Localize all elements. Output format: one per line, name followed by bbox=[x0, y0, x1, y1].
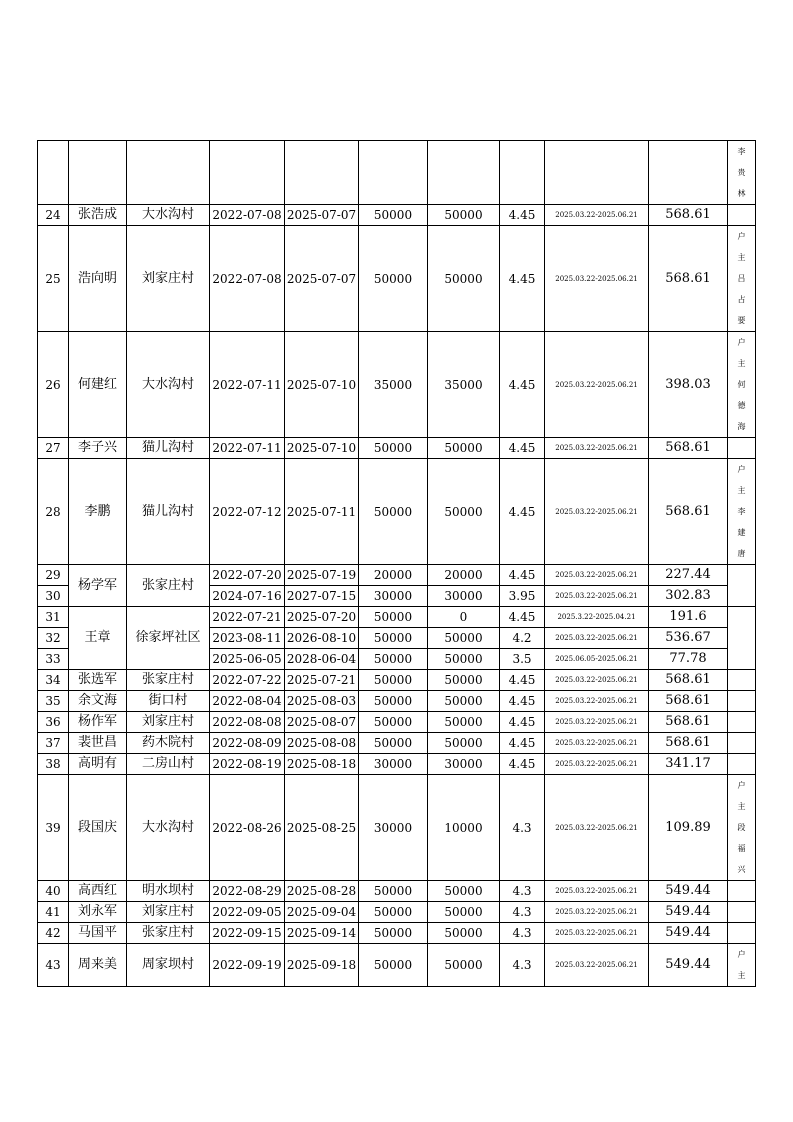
interest-rate: 4.45 bbox=[500, 691, 545, 712]
note-char: 李 bbox=[737, 147, 746, 156]
start-date: 2022-09-05 bbox=[210, 902, 285, 923]
end-date: 2025-08-03 bbox=[285, 691, 359, 712]
table-row bbox=[38, 607, 756, 628]
interest-period: 2025.3.22-2025.04.21 bbox=[545, 607, 649, 628]
interest-amount: 568.61 bbox=[649, 205, 728, 226]
table-row bbox=[38, 670, 756, 691]
loan-interest-table bbox=[37, 140, 756, 987]
start-date: 2022-08-09 bbox=[210, 733, 285, 754]
interest-amount: 341.17 bbox=[649, 754, 728, 775]
village: 二房山村 bbox=[127, 754, 210, 775]
start-date: 2022-07-12 bbox=[210, 459, 285, 565]
loan-amount: 30000 bbox=[359, 775, 428, 881]
start-date: 2022-07-11 bbox=[210, 438, 285, 459]
table-row bbox=[38, 775, 756, 881]
end-date: 2025-08-25 bbox=[285, 775, 359, 881]
table-row bbox=[38, 902, 756, 923]
borrower-name: 高西红 bbox=[69, 881, 127, 902]
start-date: 2022-07-22 bbox=[210, 670, 285, 691]
note-char: 福 bbox=[737, 844, 746, 853]
table-row bbox=[38, 733, 756, 754]
table-row-continuation bbox=[38, 141, 756, 205]
note-char: 兴 bbox=[737, 865, 746, 874]
start-date: 2022-09-15 bbox=[210, 923, 285, 944]
start-date: 2023-08-11 bbox=[210, 628, 285, 649]
end-date: 2025-07-19 bbox=[285, 565, 359, 586]
borrower-name: 张浩成 bbox=[69, 205, 127, 226]
interest-amount: 568.61 bbox=[649, 438, 728, 459]
interest-rate: 4.3 bbox=[500, 923, 545, 944]
start-date: 2025-06-05 bbox=[210, 649, 285, 670]
note-cell bbox=[728, 438, 756, 459]
interest-period: 2025.03.22-2025.06.21 bbox=[545, 670, 649, 691]
start-date: 2022-08-08 bbox=[210, 712, 285, 733]
loan-amount: 30000 bbox=[359, 754, 428, 775]
loan-balance: 50000 bbox=[428, 902, 500, 923]
end-date: 2025-07-21 bbox=[285, 670, 359, 691]
interest-rate: 4.45 bbox=[500, 733, 545, 754]
start-date: 2022-08-19 bbox=[210, 754, 285, 775]
interest-rate: 4.45 bbox=[500, 754, 545, 775]
borrower-name: 何建红 bbox=[69, 332, 127, 438]
borrower-name: 浩向明 bbox=[69, 226, 127, 332]
note-char: 要 bbox=[737, 316, 746, 325]
end-date: 2025-09-04 bbox=[285, 902, 359, 923]
village: 徐家坪社区 bbox=[127, 607, 210, 670]
row-number: 26 bbox=[38, 332, 69, 438]
village: 刘家庄村 bbox=[127, 226, 210, 332]
borrower-name: 李鹏 bbox=[69, 459, 127, 565]
table-row bbox=[38, 923, 756, 944]
start-date: 2022-07-08 bbox=[210, 205, 285, 226]
interest-rate: 4.45 bbox=[500, 712, 545, 733]
end-date: 2026-08-10 bbox=[285, 628, 359, 649]
interest-period: 2025.03.22-2025.06.21 bbox=[545, 586, 649, 607]
loan-balance: 50000 bbox=[428, 691, 500, 712]
loan-balance: 50000 bbox=[428, 628, 500, 649]
interest-period: 2025.03.22-2025.06.21 bbox=[545, 628, 649, 649]
interest-period: 2025.03.22-2025.06.21 bbox=[545, 565, 649, 586]
village: 刘家庄村 bbox=[127, 712, 210, 733]
note-cell bbox=[728, 205, 756, 226]
note-cell bbox=[728, 141, 756, 205]
table-row bbox=[38, 712, 756, 733]
row-number: 25 bbox=[38, 226, 69, 332]
row-number: 30 bbox=[38, 586, 69, 607]
table-row bbox=[38, 205, 756, 226]
interest-rate: 4.3 bbox=[500, 944, 545, 987]
interest-period: 2025.03.22-2025.06.21 bbox=[545, 226, 649, 332]
note-char: 户 bbox=[737, 465, 746, 474]
loan-amount: 50000 bbox=[359, 881, 428, 902]
note-char: 建 bbox=[737, 528, 746, 537]
interest-period: 2025.03.22-2025.06.21 bbox=[545, 754, 649, 775]
interest-amount: 568.61 bbox=[649, 226, 728, 332]
table-row bbox=[38, 332, 756, 438]
note-cell bbox=[728, 565, 756, 607]
note-char: 主 bbox=[737, 253, 746, 262]
note-cell bbox=[728, 881, 756, 902]
row-number: 34 bbox=[38, 670, 69, 691]
note-char: 户 bbox=[737, 781, 746, 790]
note-cell bbox=[728, 607, 756, 670]
interest-amount: 549.44 bbox=[649, 923, 728, 944]
loan-balance: 20000 bbox=[428, 565, 500, 586]
interest-rate: 3.5 bbox=[500, 649, 545, 670]
village: 刘家庄村 bbox=[127, 902, 210, 923]
note-cell bbox=[728, 670, 756, 691]
note-char: 李 bbox=[737, 507, 746, 516]
note-cell bbox=[728, 923, 756, 944]
interest-period: 2025.03.22-2025.06.21 bbox=[545, 459, 649, 565]
loan-balance: 30000 bbox=[428, 754, 500, 775]
note-cell bbox=[728, 754, 756, 775]
row-number: 29 bbox=[38, 565, 69, 586]
loan-amount: 35000 bbox=[359, 332, 428, 438]
note-char: 段 bbox=[737, 823, 746, 832]
end-date: 2025-07-07 bbox=[285, 205, 359, 226]
note-char: 主 bbox=[737, 802, 746, 811]
end-date: 2025-07-10 bbox=[285, 438, 359, 459]
loan-amount: 50000 bbox=[359, 628, 428, 649]
start-date: 2022-07-11 bbox=[210, 332, 285, 438]
note-char: 户 bbox=[737, 338, 746, 347]
note-char: 主 bbox=[737, 971, 746, 980]
interest-rate: 4.45 bbox=[500, 332, 545, 438]
row-number: 28 bbox=[38, 459, 69, 565]
interest-rate: 3.95 bbox=[500, 586, 545, 607]
interest-period: 2025.03.22-2025.06.21 bbox=[545, 902, 649, 923]
interest-period: 2025.03.22-2025.06.21 bbox=[545, 712, 649, 733]
row-number: 39 bbox=[38, 775, 69, 881]
loan-amount: 50000 bbox=[359, 459, 428, 565]
end-date: 2025-07-11 bbox=[285, 459, 359, 565]
row-number: 38 bbox=[38, 754, 69, 775]
loan-amount: 50000 bbox=[359, 649, 428, 670]
start-date: 2022-08-26 bbox=[210, 775, 285, 881]
end-date: 2025-08-18 bbox=[285, 754, 359, 775]
start-date: 2022-07-21 bbox=[210, 607, 285, 628]
start-date: 2022-09-19 bbox=[210, 944, 285, 987]
village: 猫儿沟村 bbox=[127, 459, 210, 565]
note-char: 户 bbox=[737, 950, 746, 959]
village: 周家坝村 bbox=[127, 944, 210, 987]
interest-rate: 4.45 bbox=[500, 438, 545, 459]
end-date: 2025-08-28 bbox=[285, 881, 359, 902]
loan-balance: 30000 bbox=[428, 586, 500, 607]
note-char: 吕 bbox=[737, 274, 746, 283]
interest-rate: 4.45 bbox=[500, 670, 545, 691]
interest-period: 2025.03.22-2025.06.21 bbox=[545, 733, 649, 754]
end-date: 2028-06-04 bbox=[285, 649, 359, 670]
interest-period: 2025.03.22-2025.06.21 bbox=[545, 881, 649, 902]
note-cell bbox=[728, 226, 756, 332]
interest-amount: 568.61 bbox=[649, 733, 728, 754]
borrower-name: 段国庆 bbox=[69, 775, 127, 881]
note-char: 占 bbox=[737, 295, 746, 304]
row-number: 40 bbox=[38, 881, 69, 902]
note-char: 主 bbox=[737, 359, 746, 368]
loan-amount: 50000 bbox=[359, 205, 428, 226]
interest-amount: 568.61 bbox=[649, 691, 728, 712]
note-cell bbox=[728, 332, 756, 438]
loan-balance: 50000 bbox=[428, 438, 500, 459]
borrower-name: 杨学军 bbox=[69, 565, 127, 607]
interest-period: 2025.03.22-2025.06.21 bbox=[545, 691, 649, 712]
interest-amount: 549.44 bbox=[649, 881, 728, 902]
borrower-name: 刘永军 bbox=[69, 902, 127, 923]
village: 猫儿沟村 bbox=[127, 438, 210, 459]
loan-amount: 20000 bbox=[359, 565, 428, 586]
village: 大水沟村 bbox=[127, 775, 210, 881]
loan-amount: 50000 bbox=[359, 733, 428, 754]
loan-balance: 50000 bbox=[428, 712, 500, 733]
loan-amount: 50000 bbox=[359, 902, 428, 923]
start-date: 2022-08-29 bbox=[210, 881, 285, 902]
loan-balance: 50000 bbox=[428, 670, 500, 691]
interest-amount: 227.44 bbox=[649, 565, 728, 586]
interest-period: 2025.03.22-2025.06.21 bbox=[545, 923, 649, 944]
loan-balance: 50000 bbox=[428, 459, 500, 565]
start-date: 2022-07-20 bbox=[210, 565, 285, 586]
start-date: 2024-07-16 bbox=[210, 586, 285, 607]
borrower-name: 王章 bbox=[69, 607, 127, 670]
interest-rate: 4.45 bbox=[500, 565, 545, 586]
borrower-name: 裴世昌 bbox=[69, 733, 127, 754]
interest-amount: 536.67 bbox=[649, 628, 728, 649]
loan-amount: 50000 bbox=[359, 438, 428, 459]
village: 张家庄村 bbox=[127, 670, 210, 691]
row-number: 27 bbox=[38, 438, 69, 459]
interest-amount: 398.03 bbox=[649, 332, 728, 438]
start-date: 2022-07-08 bbox=[210, 226, 285, 332]
end-date: 2025-08-08 bbox=[285, 733, 359, 754]
loan-balance: 50000 bbox=[428, 881, 500, 902]
note-cell bbox=[728, 902, 756, 923]
interest-amount: 568.61 bbox=[649, 459, 728, 565]
borrower-name: 马国平 bbox=[69, 923, 127, 944]
borrower-name: 杨作军 bbox=[69, 712, 127, 733]
loan-amount: 30000 bbox=[359, 586, 428, 607]
row-number: 43 bbox=[38, 944, 69, 987]
loan-balance: 50000 bbox=[428, 733, 500, 754]
interest-rate: 4.3 bbox=[500, 902, 545, 923]
interest-amount: 568.61 bbox=[649, 712, 728, 733]
loan-balance: 50000 bbox=[428, 944, 500, 987]
interest-amount: 302.83 bbox=[649, 586, 728, 607]
interest-period: 2025.06.05-2025.06.21 bbox=[545, 649, 649, 670]
interest-amount: 109.89 bbox=[649, 775, 728, 881]
table-row bbox=[38, 438, 756, 459]
borrower-name: 高明有 bbox=[69, 754, 127, 775]
row-number: 24 bbox=[38, 205, 69, 226]
note-cell bbox=[728, 712, 756, 733]
borrower-name: 周来美 bbox=[69, 944, 127, 987]
end-date: 2025-09-18 bbox=[285, 944, 359, 987]
village: 张家庄村 bbox=[127, 565, 210, 607]
note-cell bbox=[728, 691, 756, 712]
row-number: 37 bbox=[38, 733, 69, 754]
interest-period: 2025.03.22-2025.06.21 bbox=[545, 438, 649, 459]
loan-balance: 0 bbox=[428, 607, 500, 628]
interest-rate: 4.3 bbox=[500, 881, 545, 902]
loan-amount: 50000 bbox=[359, 691, 428, 712]
table-row bbox=[38, 944, 756, 987]
interest-amount: 549.44 bbox=[649, 944, 728, 987]
row-number: 31 bbox=[38, 607, 69, 628]
loan-balance: 35000 bbox=[428, 332, 500, 438]
note-char: 海 bbox=[737, 422, 746, 431]
loan-balance: 50000 bbox=[428, 205, 500, 226]
borrower-name: 李子兴 bbox=[69, 438, 127, 459]
note-cell bbox=[728, 459, 756, 565]
note-char: 林 bbox=[737, 189, 746, 198]
interest-period: 2025.03.22-2025.06.21 bbox=[545, 205, 649, 226]
village: 大水沟村 bbox=[127, 332, 210, 438]
interest-rate: 4.45 bbox=[500, 205, 545, 226]
end-date: 2025-09-14 bbox=[285, 923, 359, 944]
borrower-name: 张选军 bbox=[69, 670, 127, 691]
end-date: 2025-07-07 bbox=[285, 226, 359, 332]
end-date: 2025-07-10 bbox=[285, 332, 359, 438]
loan-balance: 50000 bbox=[428, 923, 500, 944]
interest-period: 2025.03.22-2025.06.21 bbox=[545, 775, 649, 881]
interest-amount: 191.6 bbox=[649, 607, 728, 628]
end-date: 2025-08-07 bbox=[285, 712, 359, 733]
end-date: 2025-07-20 bbox=[285, 607, 359, 628]
village: 张家庄村 bbox=[127, 923, 210, 944]
interest-rate: 4.45 bbox=[500, 226, 545, 332]
table-row bbox=[38, 565, 756, 586]
row-number: 42 bbox=[38, 923, 69, 944]
table-row bbox=[38, 881, 756, 902]
note-char: 唐 bbox=[737, 549, 746, 558]
interest-amount: 549.44 bbox=[649, 902, 728, 923]
loan-amount: 50000 bbox=[359, 607, 428, 628]
interest-rate: 4.2 bbox=[500, 628, 545, 649]
row-number: 35 bbox=[38, 691, 69, 712]
village: 大水沟村 bbox=[127, 205, 210, 226]
note-char: 何 bbox=[737, 380, 746, 389]
village: 街口村 bbox=[127, 691, 210, 712]
loan-balance: 50000 bbox=[428, 226, 500, 332]
loan-balance: 10000 bbox=[428, 775, 500, 881]
interest-amount: 568.61 bbox=[649, 670, 728, 691]
note-cell bbox=[728, 775, 756, 881]
borrower-name: 余文海 bbox=[69, 691, 127, 712]
table-row bbox=[38, 691, 756, 712]
start-date: 2022-08-04 bbox=[210, 691, 285, 712]
note-cell bbox=[728, 944, 756, 987]
loan-balance: 50000 bbox=[428, 649, 500, 670]
row-number: 33 bbox=[38, 649, 69, 670]
village: 药木院村 bbox=[127, 733, 210, 754]
note-char: 主 bbox=[737, 486, 746, 495]
village: 明水坝村 bbox=[127, 881, 210, 902]
loan-amount: 50000 bbox=[359, 712, 428, 733]
row-number: 32 bbox=[38, 628, 69, 649]
interest-rate: 4.3 bbox=[500, 775, 545, 881]
loan-amount: 50000 bbox=[359, 944, 428, 987]
interest-period: 2025.03.22-2025.06.21 bbox=[545, 944, 649, 987]
note-char: 贵 bbox=[737, 168, 746, 177]
loan-amount: 50000 bbox=[359, 670, 428, 691]
table-row bbox=[38, 459, 756, 565]
note-char: 德 bbox=[737, 401, 746, 410]
table-row bbox=[38, 226, 756, 332]
interest-amount: 77.78 bbox=[649, 649, 728, 670]
end-date: 2027-07-15 bbox=[285, 586, 359, 607]
interest-period: 2025.03.22-2025.06.21 bbox=[545, 332, 649, 438]
row-number: 36 bbox=[38, 712, 69, 733]
row-number: 41 bbox=[38, 902, 69, 923]
note-cell bbox=[728, 733, 756, 754]
note-char: 户 bbox=[737, 232, 746, 241]
interest-rate: 4.45 bbox=[500, 607, 545, 628]
loan-amount: 50000 bbox=[359, 226, 428, 332]
interest-rate: 4.45 bbox=[500, 459, 545, 565]
table-row bbox=[38, 754, 756, 775]
loan-amount: 50000 bbox=[359, 923, 428, 944]
